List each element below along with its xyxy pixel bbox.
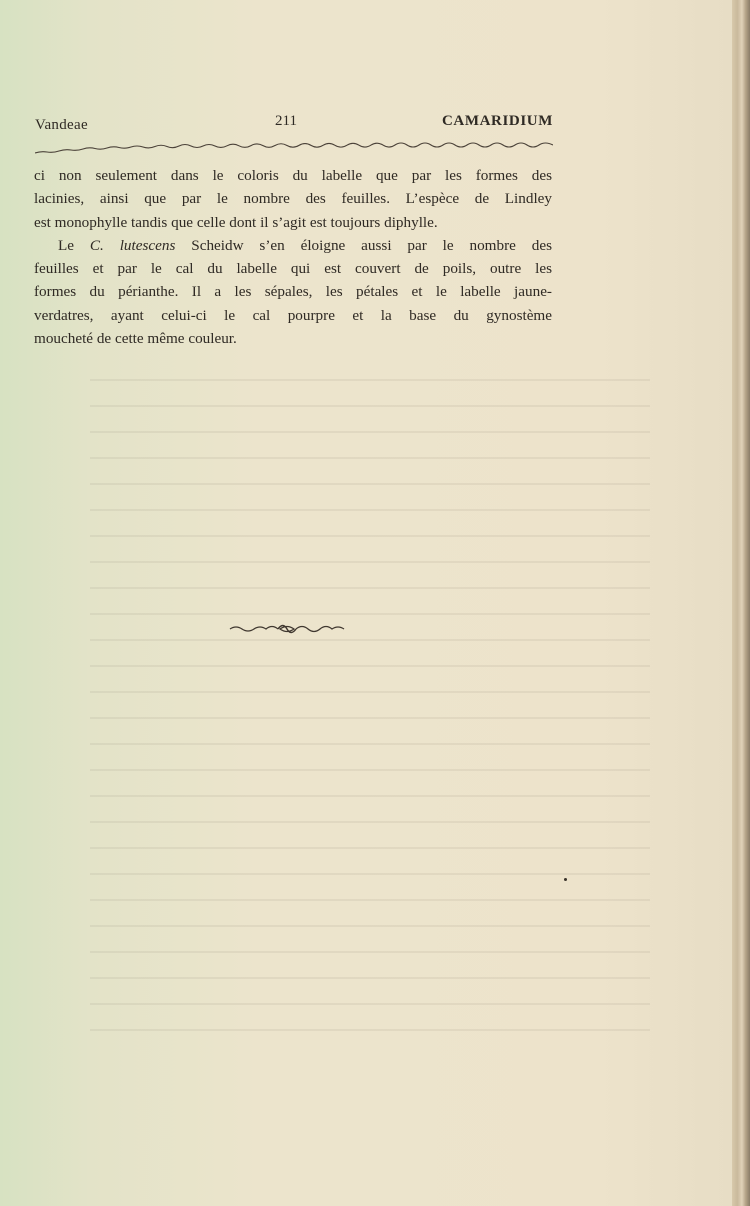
text-fragment: Scheidw s’en éloigne aussi par le nombre des xyxy=(191,236,552,254)
text-line: moucheté de cette même couleur. xyxy=(34,330,237,348)
running-header xyxy=(35,112,553,136)
page-number: 211 xyxy=(275,113,297,129)
text-line: ci non seulement dans le coloris du labelle que par les formes des xyxy=(34,167,552,184)
text-line: est monophylle tandis que celle dont il s’agit est toujours diphylle. xyxy=(34,213,438,231)
text-line xyxy=(34,234,552,257)
text-line: feuilles et par le cal du labelle qui est couvert de poils, outre les xyxy=(34,260,552,278)
section-title: Vandeae xyxy=(35,117,88,133)
text-line: lacinies, ainsi que par le nombre des feuilles. L’espèce de Lindley xyxy=(34,190,552,208)
text-line: verdatres, ayant celui-ci le cal pourpre et la base du gynostème xyxy=(34,306,552,324)
paragraph-lead: Le xyxy=(58,236,75,254)
page-edge xyxy=(732,0,750,1206)
paper-speck xyxy=(564,878,567,881)
show-through-text xyxy=(90,370,650,1050)
body-text xyxy=(34,164,552,350)
text-line: formes du périanthe. Il a les sépales, les pétales et le labelle jaune- xyxy=(34,283,552,301)
genus-title: CAMARIDIUM xyxy=(442,113,553,129)
header-wavy-rule xyxy=(35,139,553,157)
section-end-ornament xyxy=(228,620,346,638)
species-name: C. lutescens xyxy=(89,236,176,254)
